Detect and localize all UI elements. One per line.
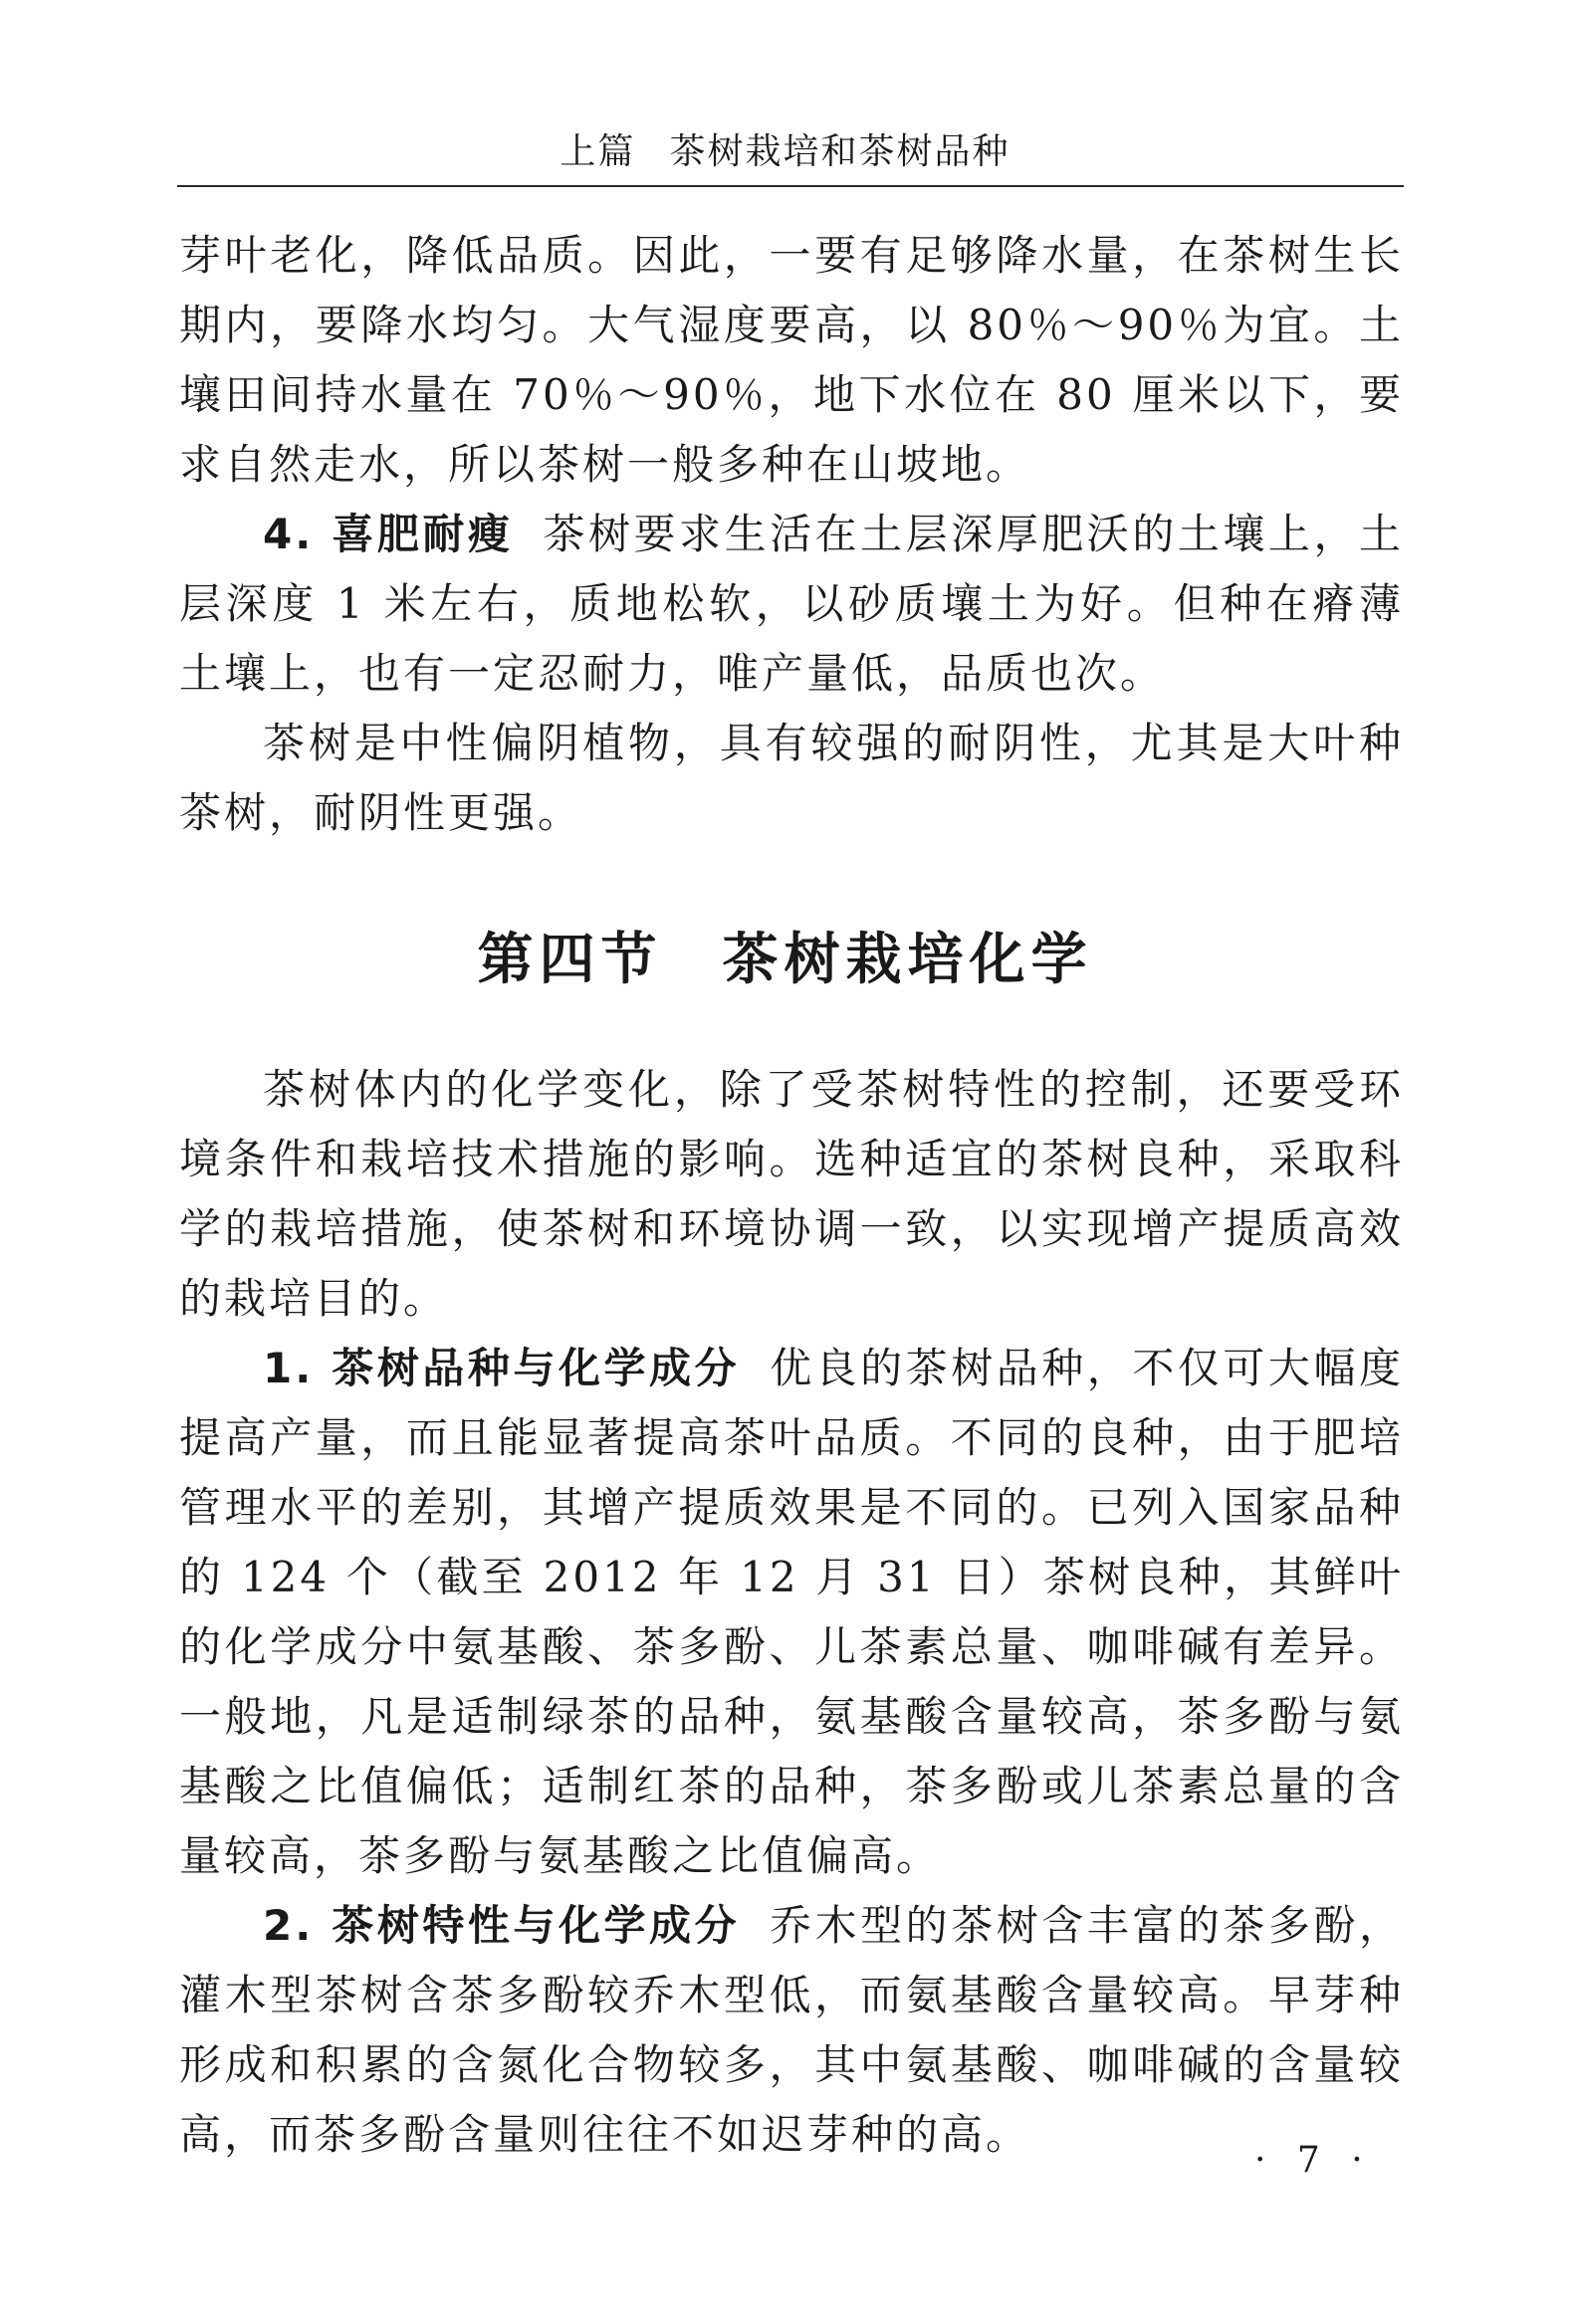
paragraph-body: 茶树要求生活在土层深厚肥沃的土壤上，土层深度 1 米左右，质地松软，以砂质壤土为好。但种在瘠薄土壤上，也有一定忍耐力，唯产量低，品质也次。 — [179, 510, 1404, 698]
paragraph-lead: 2. 茶树特性与化学成分 — [263, 1901, 741, 1950]
paragraph-trait-chemistry — [179, 1891, 1404, 2170]
header-title: 茶树栽培和茶树品种 — [669, 131, 1010, 172]
page-number: · 7 · — [1254, 2140, 1373, 2181]
header-divider — [177, 185, 1404, 187]
paragraph-lead: 1. 茶树品种与化学成分 — [263, 1344, 741, 1392]
top-text-block — [179, 221, 1404, 848]
paragraph-variety-chemistry — [179, 1334, 1404, 1891]
section-number: 第四节 — [477, 928, 663, 992]
paragraph-body: 优良的茶树品种，不仅可大幅度提高产量，而且能显著提高茶叶品质。不同的良种，由于肥培管理水平的差别，其增产提质效果是不同的。已列入国家品种的 124 个（截至 2012 年 12 月 31 日）茶树良种，其鲜叶的化学成分中氨基酸、茶多酚、儿茶素总量、咖啡碱有差异。一般地，凡是适制绿茶的品种，氨基酸含量较高，茶多酚与氨基酸之比值偏低；适制红茶的品种，茶多酚或儿茶素总量的含量较高，茶多酚与氨基酸之比值偏高。 — [179, 1344, 1404, 1880]
paragraph-continued: 芽叶老化，降低品质。因此，一要有足够降水量，在茶树生长期内，要降水均匀。大气湿度要高，以 80％～90％为宜。土壤田间持水量在 70％～90％，地下水位在 80 厘米以下，要求自然走水，所以茶树一般多种在山坡地。 — [179, 231, 1404, 489]
paragraph-shade-tolerance: 茶树是中性偏阴植物，具有较强的耐阴性，尤其是大叶种茶树，耐阴性更强。 — [179, 719, 1404, 837]
paragraph-body: 乔木型的茶树含丰富的茶多酚，灌木型茶树含茶多酚较乔木型低，而氨基酸含量较高。早芽种形成和积累的含氮化合物较多，其中氨基酸、咖啡碱的含量较高，而茶多酚含量则往往不如迟芽种的高。 — [179, 1901, 1404, 2159]
running-header — [0, 123, 1570, 174]
section-heading — [0, 916, 1570, 995]
section-title: 茶树栽培化学 — [722, 928, 1093, 992]
paragraph-intro: 茶树体内的化学变化，除了受茶树特性的控制，还要受环境条件和栽培技术措施的影响。选种适宜的茶树良种，采取科学的栽培措施，使茶树和环境协调一致，以实现增产提质高效的栽培目的。 — [179, 1065, 1404, 1323]
section-text-block — [179, 1055, 1404, 2170]
paragraph-lead: 4. 喜肥耐瘦 — [263, 510, 514, 558]
paragraph-xifei-naishou — [179, 500, 1404, 709]
header-part: 上篇 — [560, 131, 636, 172]
